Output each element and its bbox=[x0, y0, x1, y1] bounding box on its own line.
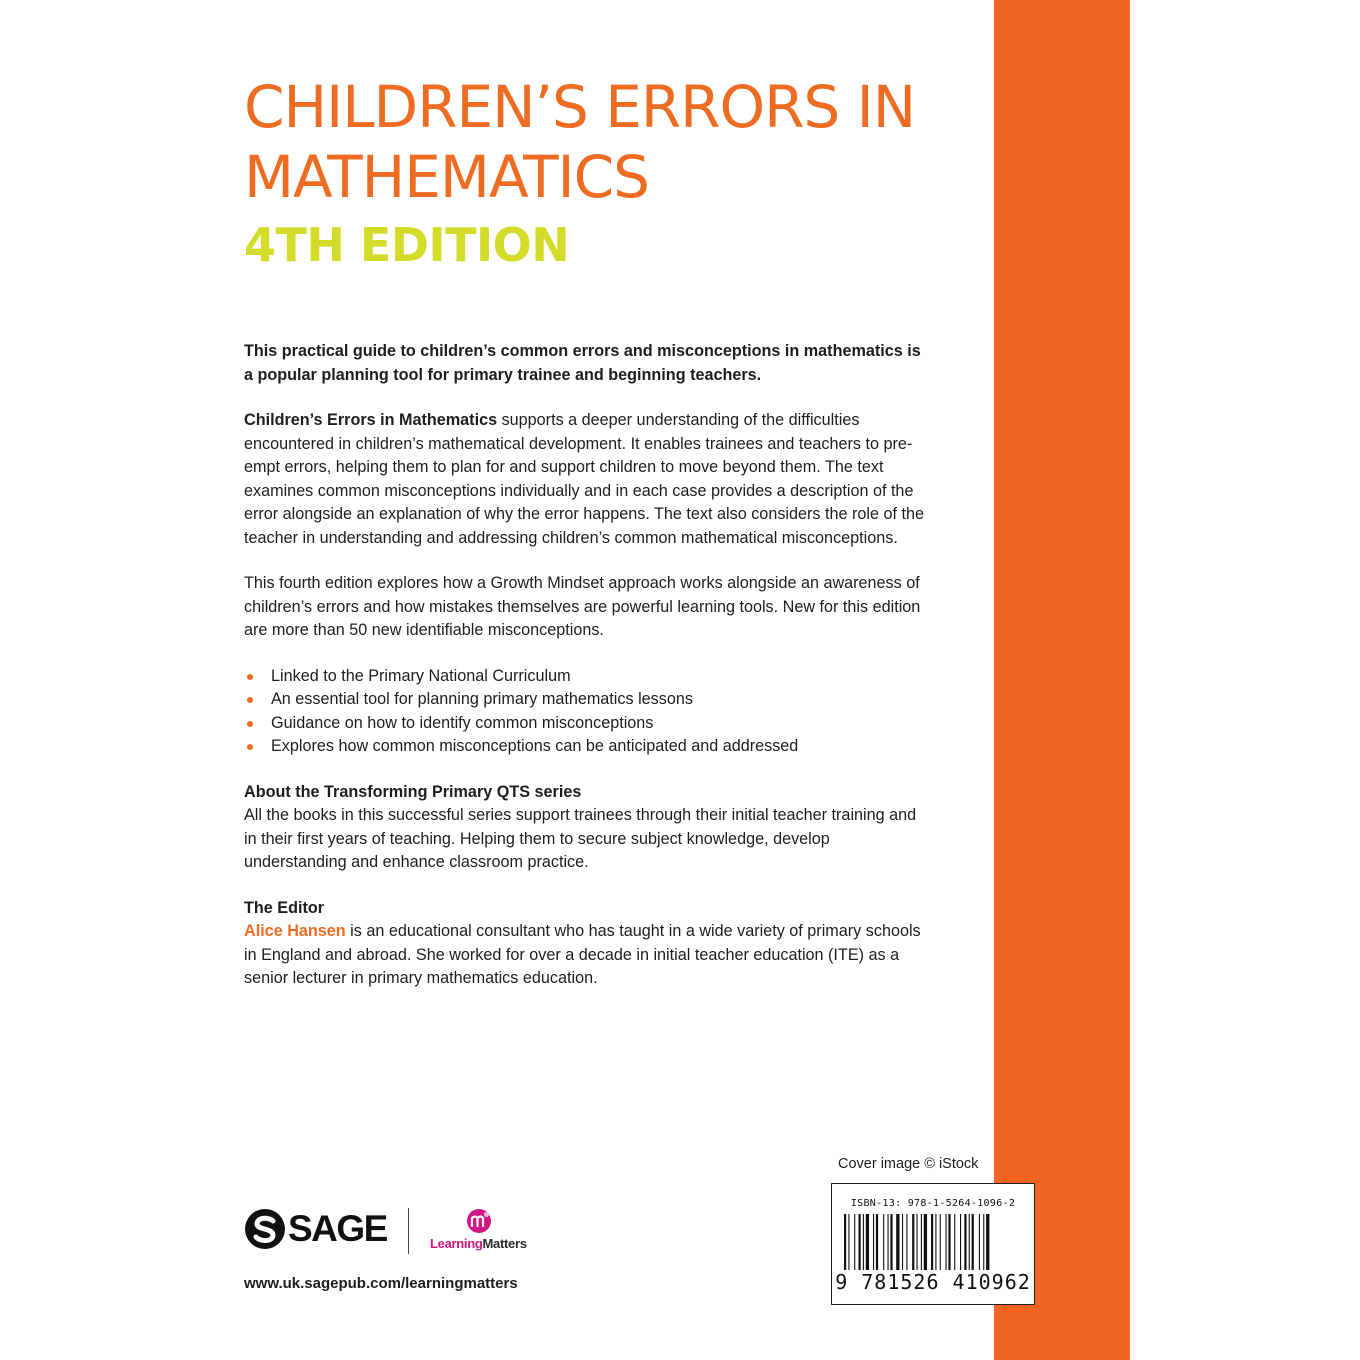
bullet-icon bbox=[247, 721, 253, 727]
barcode-digits: 9 781526 410962 bbox=[835, 1270, 1031, 1294]
sage-logo bbox=[244, 1206, 387, 1252]
list-item-text: Linked to the Primary National Curriculum bbox=[271, 666, 571, 685]
edition-paragraph: This fourth edition explores how a Growth Mindset approach works alongside an awareness of children’s errors and how mistakes themselves are powerful learning tools. New for this edition are more than 50 new identifiable misconceptions. bbox=[244, 574, 921, 639]
isbn-barcode bbox=[831, 1183, 1035, 1305]
editor-bio: is an educational consultant who has taught in a wide variety of primary schools in England and abroad. She worked for over a decade in initial teacher education (ITE) as a senior lecturer in primary mathematics education. bbox=[244, 922, 921, 987]
book-title-line-1: CHILDREN’S ERRORS IN bbox=[244, 73, 916, 141]
publisher-url: www.uk.sagepub.com/learningmatters bbox=[244, 1275, 518, 1292]
list-item bbox=[244, 735, 930, 759]
list-item bbox=[244, 665, 930, 689]
book-title-line-2: MATHEMATICS bbox=[244, 143, 649, 211]
list-item-text: Guidance on how to identify common misconceptions bbox=[271, 713, 654, 732]
list-item-text: An essential tool for planning primary mathematics lessons bbox=[271, 690, 693, 708]
learning-matters-wordmark bbox=[430, 1236, 527, 1251]
book-title-inline: Children’s Errors in Mathematics bbox=[244, 411, 498, 429]
editor-paragraph bbox=[244, 920, 930, 991]
description-paragraph bbox=[244, 409, 930, 550]
series-heading: About the Transforming Primary QTS series bbox=[244, 782, 582, 801]
editor-heading: The Editor bbox=[244, 898, 325, 917]
list-item bbox=[244, 688, 930, 712]
logo-divider bbox=[408, 1208, 409, 1254]
bullet-icon bbox=[247, 697, 253, 703]
lm-learning-text: Learning bbox=[430, 1236, 483, 1251]
blurb bbox=[244, 340, 930, 991]
cover-credit: Cover image © iStock bbox=[838, 1156, 979, 1172]
title-block bbox=[244, 72, 964, 274]
learning-matters-logo bbox=[430, 1208, 540, 1254]
list-item bbox=[244, 712, 930, 736]
list-item-text: Explores how common misconceptions can be anticipated and addressed bbox=[271, 737, 799, 755]
lm-matters-text: Matters bbox=[482, 1236, 527, 1251]
barcode-icon bbox=[842, 1214, 1026, 1270]
lead-paragraph: This practical guide to children’s common errors and misconceptions in mathematics is a popular planning tool for primary trainee and beginning teachers. bbox=[244, 342, 921, 384]
spine-band bbox=[994, 0, 1130, 1360]
bullet-icon bbox=[247, 744, 253, 750]
description-text: supports a deeper understanding of the difficulties encountered in children’s mathematical development. It enables trainees and teachers to pre-empt errors, helping them to plan for and support children to move beyond them. The text examines common misconceptions individually and in each case provides a description of the error alongside an explanation of why the error happens. The text also considers the role of the teacher in understanding and addressing children’s common mathematical misconceptions. bbox=[244, 411, 924, 547]
editor-name: Alice Hansen bbox=[244, 922, 346, 940]
series-paragraph: All the books in this successful series support trainees through their initial teacher training and in their first years of teaching. Helping them to secure subject knowledge, develop understanding and enhance classroom practice. bbox=[244, 806, 917, 871]
learning-matters-m-icon bbox=[466, 1208, 492, 1234]
sage-s-icon bbox=[244, 1208, 286, 1250]
edition-label: 4TH EDITION bbox=[244, 218, 570, 272]
bullet-icon bbox=[247, 674, 253, 680]
feature-list bbox=[244, 665, 930, 759]
sage-wordmark: SAGE bbox=[288, 1208, 387, 1249]
isbn-label: ISBN-13: 978-1-5264-1096-2 bbox=[850, 1198, 1016, 1209]
